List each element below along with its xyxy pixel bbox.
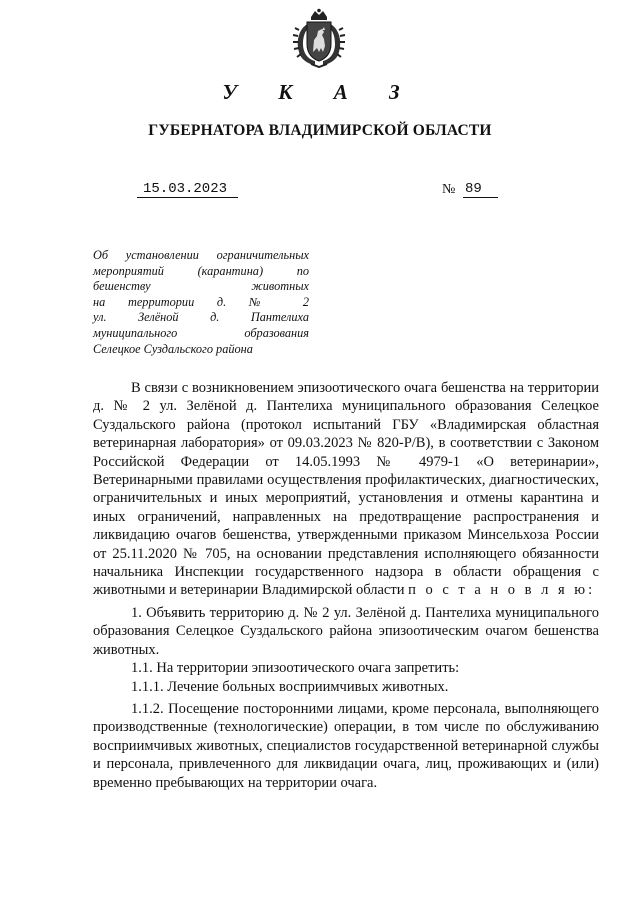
subject-line: на территории д. № 2	[93, 294, 309, 309]
subject-line: ул. Зелёной д. Пантелиха	[93, 310, 309, 325]
decree-number: 89	[463, 181, 498, 198]
subject-line: бешенству животных	[93, 279, 309, 294]
decree-subject	[93, 248, 309, 357]
decree-date: 15.03.2023	[137, 181, 238, 198]
decree-number-label: №	[442, 182, 456, 197]
preamble-text: В связи с возникновением эпизоотического очага бешенства на территории д. № 2 ул. Зелёной д. Пантелиха муниципального образования Селецкое Суздальского района (протокол испытаний ГБУ «Владимирская областная ветеринарная лаборатория» от 09.03.2023 № 820-Р/В), в соответствии с Законом Российской Федерации от 14.05.1993 № 4979-1 «О ветеринарии», Ветеринарными правилами осуществления профилактических, диагностических, ограничительных и иных мероприятий, установления и отмены карантина и иных ограничений, направленных на предотвращение распространения и ликвидацию очагов бешенства, утвержденными приказом Минсельхоза России от 25.11.2020 № 705, на основании представления исполняющего обязанности начальника Инспекции государственного надзора в области обращения с животными и ветеринарии Владимирской области	[93, 380, 599, 599]
issuer-title: ГУБЕРНАТОРА ВЛАДИМИРСКОЙ ОБЛАСТИ	[148, 122, 492, 139]
coat-of-arms-emblem	[291, 8, 347, 68]
subject-line: мероприятий (карантина) по	[93, 263, 309, 278]
decree-word: п о с т а н о в л я ю:	[408, 582, 596, 599]
subject-line: Селецкое Суздальского района	[93, 341, 253, 356]
item-1: 1. Объявить территорию д. № 2 ул. Зелёной д. Пантелиха муниципального образования Селецкое Суздальского района эпизоотическим очагом бешенства животных.	[93, 604, 599, 658]
item-1-1: 1.1. На территории эпизоотического очага запретить:	[131, 660, 460, 677]
item-1-1-2: 1.1.2. Посещение посторонними лицами, кроме персонала, выполняющего производственные (технологические) операции, в том числе по обслуживанию восприимчивых животных, специалистов государственной ветеринарной службы и персонала, привлеченного для ликвидации очага, лиц, проживающих и (или) временно пребывающих на территории очага.	[93, 700, 599, 791]
item-1-1-1: 1.1.1. Лечение больных восприимчивых животных.	[131, 678, 449, 695]
subject-line: муниципального образования	[93, 325, 309, 340]
decree-body	[93, 379, 599, 792]
subject-line: Об установлении ограничительных	[93, 248, 309, 262]
preamble-paragraph	[93, 379, 599, 600]
decree-title: У К А З	[222, 80, 418, 104]
